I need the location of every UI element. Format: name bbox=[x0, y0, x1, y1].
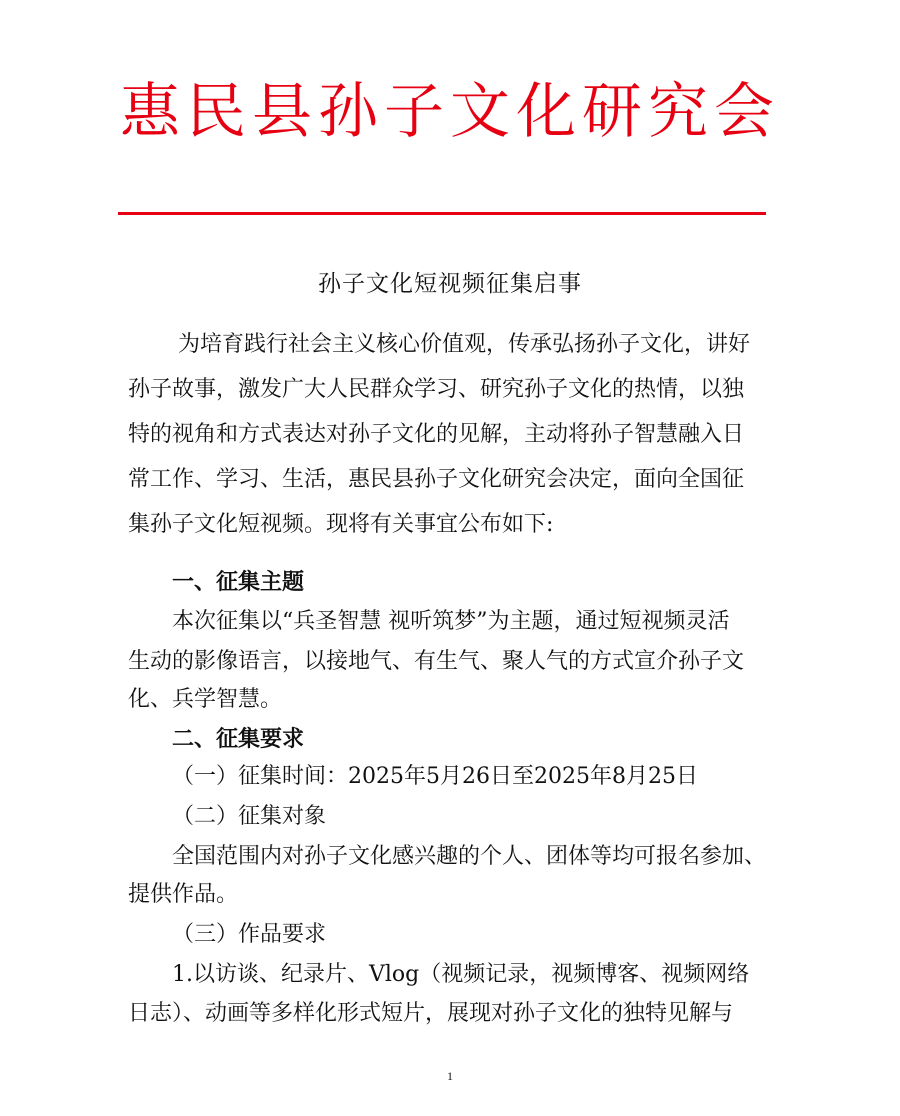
intro-line-5: 集孙子文化短视频。现将有关事宜公布如下: bbox=[128, 512, 554, 537]
page-number: 1 bbox=[447, 1069, 453, 1083]
works-item1-line-2: 日志）、动画等多样化形式短片，展现对孙子文化的独特见解与 bbox=[128, 1001, 734, 1026]
theme-line-3: 化、兵学智慧。 bbox=[128, 687, 283, 712]
organization-masthead: 惠民县孙子文化研究会 bbox=[120, 77, 780, 147]
intro-line-1: 为培育践行社会主义核心价值观，传承弘扬孙子文化，讲好 bbox=[178, 332, 751, 357]
notice-title: 孙子文化短视频征集启事 bbox=[318, 271, 582, 297]
section-heading-requirements: 二、征集要求 bbox=[172, 726, 305, 752]
subsection-target: （二）征集对象 bbox=[172, 804, 327, 829]
intro-line-3: 特的视角和方式表达对孙子文化的见解，主动将孙子智慧融入日 bbox=[128, 422, 745, 447]
intro-line-2: 孙子故事，激发广大人民群众学习、研究孙子文化的热情，以独 bbox=[128, 377, 745, 402]
target-line-1: 全国范围内对孙子文化感兴趣的个人、团体等均可报名参加、 bbox=[172, 844, 767, 869]
section-heading-theme: 一、征集主题 bbox=[172, 569, 305, 595]
target-line-2: 提供作品。 bbox=[128, 882, 239, 907]
theme-line-1: 本次征集以“兵圣智慧 视听筑梦”为主题，通过短视频灵活 bbox=[172, 609, 730, 634]
works-item1-line-1: 1.以访谈、纪录片、Vlog（视频记录，视频博客、视频网络 bbox=[172, 962, 750, 987]
subsection-works: （三）作品要求 bbox=[172, 922, 327, 947]
theme-line-2: 生动的影像语言，以接地气、有生气、聚人气的方式宣介孙子文 bbox=[128, 649, 745, 674]
subsection-time: （一）征集时间：2025年5月26日至2025年8月25日 bbox=[172, 764, 698, 789]
red-divider-line bbox=[118, 212, 766, 215]
intro-line-4: 常工作、学习、生活，惠民县孙子文化研究会决定，面向全国征 bbox=[128, 467, 745, 492]
